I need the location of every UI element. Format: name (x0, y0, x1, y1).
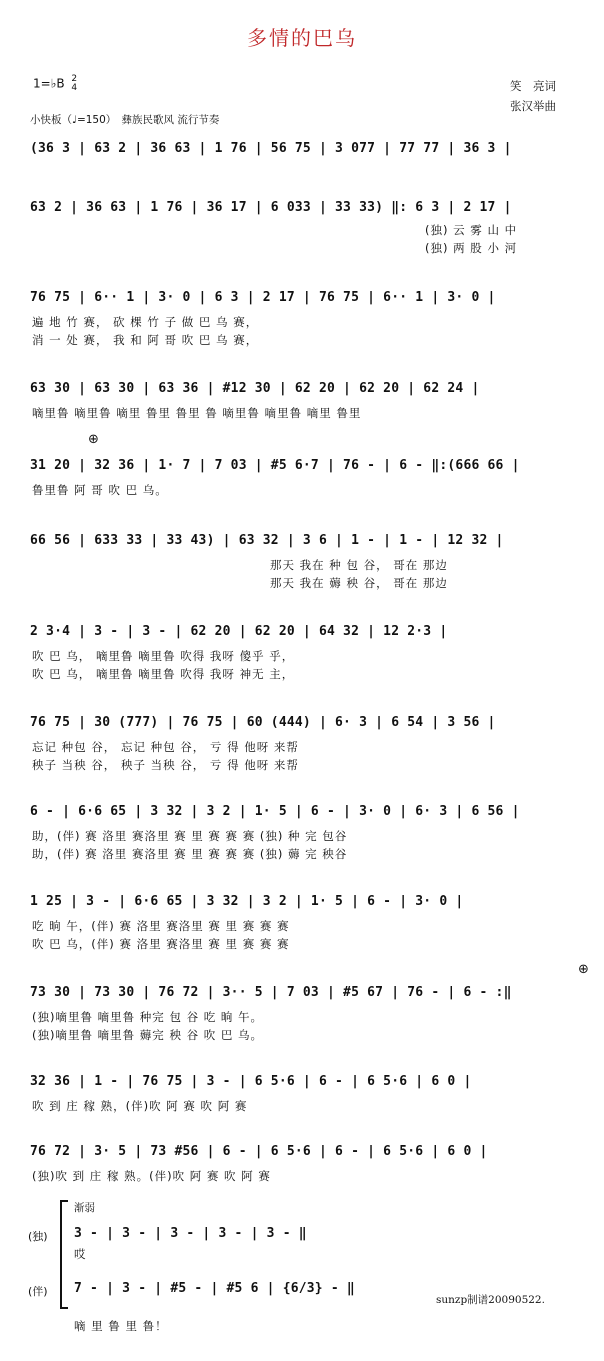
solo-label: (独) (28, 1230, 48, 1243)
notation-row: 66 56 | 633 33 | 33 43) | 63 32 | 3 6 | 1 - | 1 - | 12 32 | (30, 533, 504, 548)
notation-row: 63 2 | 36 63 | 1 76 | 36 17 | 6 033 | 33 33) ‖: 6 3 | 2 17 | (30, 200, 512, 215)
time-signature (71, 75, 77, 93)
lyric-line: 鲁里鲁 阿 哥 吹 巴 乌。 (32, 483, 168, 497)
notation-row: 31 20 | 32 36 | 1· 7 | 7 03 | #5 6·7 | 76 - | 6 - ‖:(666 66 | (30, 458, 520, 473)
accompaniment-lyric: 嘀 里 鲁 里 鲁！ (74, 1319, 168, 1333)
lyric-line: 助，(伴) 赛 洛里 赛洛里 赛 里 赛 赛 赛 (独) 薅 完 秧谷 (32, 847, 348, 861)
lyric-line: (独) 两 股 小 河 (425, 241, 518, 255)
notation-row: 76 75 | 30 (777) | 76 75 | 60 (444) | 6· 3 | 6 54 | 3 56 | (30, 715, 496, 730)
tempo-marking: 小快板（♩=150） 彝族民歌风 流行节奏 (30, 114, 220, 126)
coda-sign-icon: ⊕ (88, 432, 99, 447)
solo-lyric: 哎 (74, 1247, 87, 1261)
lyric-line: 吹 巴 乌， 嘀里鲁 嘀里鲁 吹得 我呀 傻乎 乎， (32, 649, 295, 663)
lyric-line: (独)吹 到 庄 稼 熟。(伴)吹 阿 赛 吹 阿 赛 (32, 1169, 271, 1183)
notation-row: 6 - | 6·6 65 | 3 32 | 3 2 | 1· 5 | 6 - | 3· 0 | 6· 3 | 6 56 | (30, 804, 520, 819)
notation-row: 32 36 | 1 - | 76 75 | 3 - | 6 5·6 | 6 - | 6 5·6 | 6 0 | (30, 1074, 472, 1089)
lyric-line: 那天 我在 种 包 谷， 哥在 那边 (270, 558, 448, 572)
accompaniment-label: (伴) (28, 1285, 48, 1298)
lyric-line: (独) 云 雾 山 中 (425, 223, 518, 237)
dynamic-marking: 渐弱 (74, 1202, 95, 1214)
notation-row: 63 30 | 63 30 | 63 36 | #12 30 | 62 20 | 62 20 | 62 24 | (30, 381, 480, 396)
key-signature (33, 75, 77, 93)
notation-row: 76 72 | 3· 5 | 73 #56 | 6 - | 6 5·6 | 6 - | 6 5·6 | 6 0 | (30, 1144, 488, 1159)
lyric-line: 秧子 当秧 谷， 秧子 当秧 谷， 亏 得 他呀 来帮 (32, 758, 299, 772)
accompaniment-notation: 7 - | 3 - | #5 - | #5 6 | {6/3} - ‖ (74, 1281, 355, 1296)
notation-row: 73 30 | 73 30 | 76 72 | 3·· 5 | 7 03 | #5 67 | 76 - | 6 - :‖ (30, 985, 512, 1000)
lyric-line: 吃 晌 午，(伴) 赛 洛里 赛洛里 赛 里 赛 赛 赛 (32, 919, 290, 933)
lyric-line: 吹 巴 乌，(伴) 赛 洛里 赛洛里 赛 里 赛 赛 赛 (32, 937, 290, 951)
time-sig-bottom: 4 (71, 83, 78, 93)
lyric-line: (独)嘀里鲁 嘀里鲁 种完 包 谷 吃 晌 午。 (32, 1010, 264, 1024)
composer: 张汉举曲 (510, 99, 556, 113)
transcriber-credit: sunzp制谱20090522. (436, 1294, 545, 1306)
lyric-line: (独)嘀里鲁 嘀里鲁 薅完 秧 谷 吹 巴 乌。 (32, 1028, 264, 1042)
system-bracket (60, 1200, 68, 1309)
lyric-line: 忘记 种包 谷， 忘记 种包 谷， 亏 得 他呀 来帮 (32, 740, 299, 754)
lyric-line: 助，(伴) 赛 洛里 赛洛里 赛 里 赛 赛 赛 (独) 种 完 包谷 (32, 829, 348, 843)
lyric-line: 吹 巴 乌， 嘀里鲁 嘀里鲁 吹得 我呀 神无 主， (32, 667, 295, 681)
lyric-line: 遍 地 竹 赛， 砍 棵 竹 子 做 巴 乌 赛， (32, 315, 259, 329)
solo-notation: 3 - | 3 - | 3 - | 3 - | 3 - ‖ (74, 1226, 307, 1241)
lyricist: 笑 亮词 (510, 79, 556, 93)
lyric-line: 消 一 处 赛， 我 和 阿 哥 吹 巴 乌 赛， (32, 333, 259, 347)
notation-row: (36 3 | 63 2 | 36 63 | 1 76 | 56 75 | 3 077 | 77 77 | 36 3 | (30, 141, 512, 156)
notation-row: 1 25 | 3 - | 6·6 65 | 3 32 | 3 2 | 1· 5 | 6 - | 3· 0 | (30, 894, 464, 909)
key-label: 1=♭B (33, 76, 65, 91)
notation-row: 2 3·4 | 3 - | 3 - | 62 20 | 62 20 | 64 32 | 12 2·3 | (30, 624, 448, 639)
lyric-line: 嘀里鲁 嘀里鲁 嘀里 鲁里 鲁里 鲁 嘀里鲁 嘀里鲁 嘀里 鲁里 (32, 406, 362, 420)
coda-sign-icon: ⊕ (578, 962, 589, 977)
lyric-line: 那天 我在 薅 秧 谷， 哥在 那边 (270, 576, 448, 590)
lyric-line: 吹 到 庄 稼 熟，(伴)吹 阿 赛 吹 阿 赛 (32, 1099, 248, 1113)
time-sig-top: 2 (71, 74, 78, 84)
song-title: 多情的巴乌 (247, 26, 357, 50)
notation-row: 76 75 | 6·· 1 | 3· 0 | 6 3 | 2 17 | 76 75 | 6·· 1 | 3· 0 | (30, 290, 496, 305)
